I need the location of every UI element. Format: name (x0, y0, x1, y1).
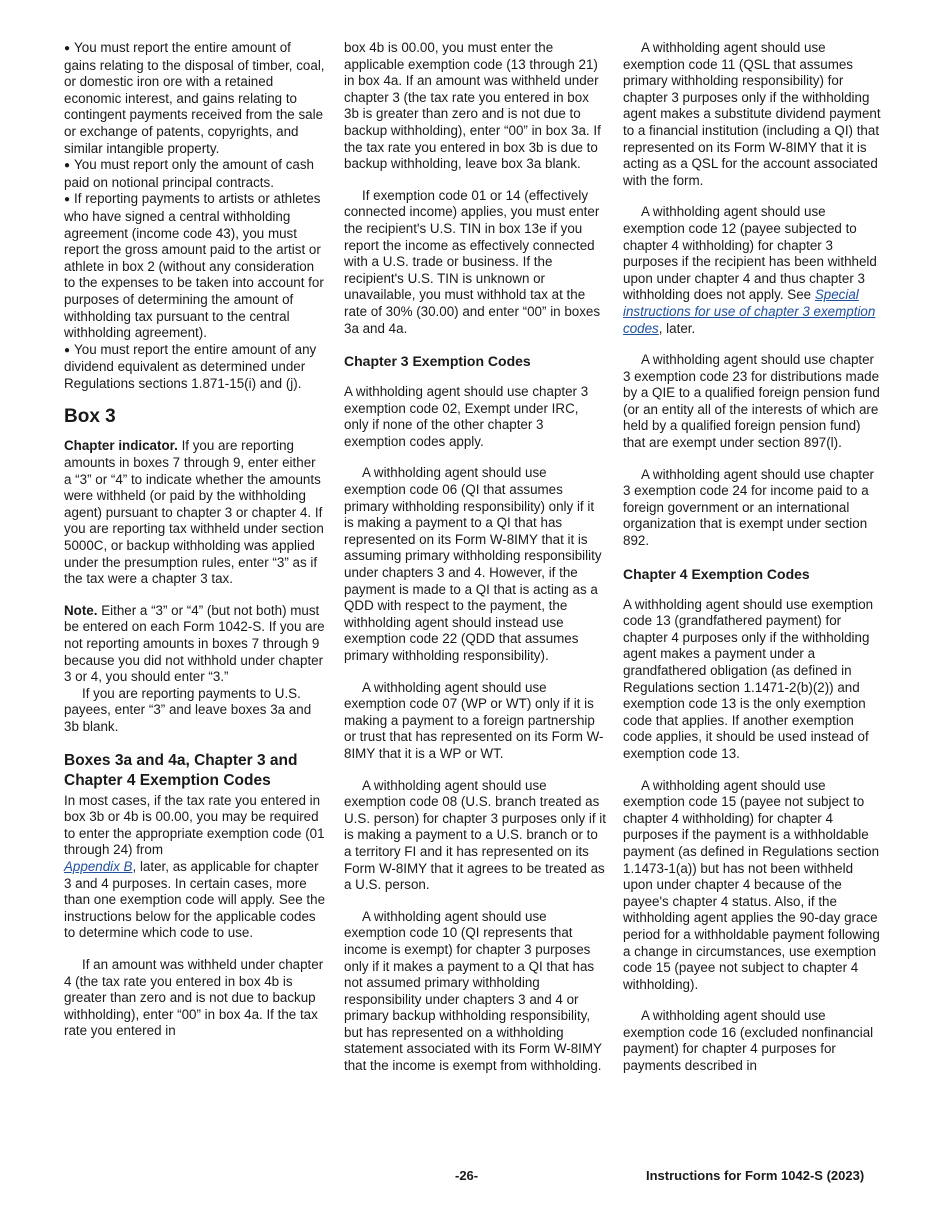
chapter-indicator-paragraph (64, 438, 326, 587)
bullet-icon: ● (64, 344, 71, 356)
bullet-text: You must report only the amount of cash paid on notional principal contracts. (64, 157, 314, 190)
bullet-icon: ● (64, 43, 71, 54)
us-payees-paragraph: If you are reporting payments to U.S. payees, enter “3” and leave boxes 3a and 3b blank. (64, 685, 312, 734)
chapter-indicator-label: Chapter indicator. (64, 438, 178, 454)
column-right (623, 40, 885, 1090)
code-12-text: A withholding agent should use exemption code 12 (payee subjected to chapter 4 withholding) for chapter 3 purposes if the recipient has been withheld upon under chapter 4 and thus chapter 3 withholding does not apply. See (623, 204, 877, 303)
page-number: -26- (455, 1168, 479, 1183)
bullet-text: You must report the entire amount of any dividend equivalent as determined under Regulations sections 1.871-15(i) and (j). (64, 341, 317, 391)
note-text: Either a “3” or “4” (but not both) must be entered on each Form 1042-S. If you are not reporting amounts in boxes 7 through 9 because you did not withhold under chapter 3 or 4, you should enter “3.” (64, 602, 325, 685)
code-15-paragraph: A withholding agent should use exemption code 15 (payee not subject to chapter 4 withholding) for chapter 4 purposes if the payment is a withholdable payment (as defined in Regulations section 1.1473-1(a)) but has not been withheld upon under chapter 4 because of the payee's chapter 4 status. Also, if the withholding agent applies the 90-day grace period for a withholdable payment following a change in circumstances, use exemption code 15 (payee not subject to chapter 4 withholding). (623, 777, 880, 992)
code-23-paragraph: A withholding agent should use chapter 3 exemption code 23 for distributions made by a QIE to a qualified foreign pension fund (or an entity all of the interests of which are held by a qualified foreign pension fund) that are exempt under section 897(l). (623, 352, 880, 451)
chapter4-exemption-codes-heading: Chapter 4 Exemption Codes (623, 565, 810, 582)
code-06-paragraph: A withholding agent should use exemption code 06 (QI that assumes primary withholding responsibility) only if it is making a payment to a QI that has represented on its Form W-8IMY that it is assuming primary withholding responsibility under chapters 3 and 4. However, if the payment is made to a QI that is acting as a QDD with respect to the payment, the withholding agent should instead use exemption code 22 (QDD that assumes primary withholding responsibility). (344, 465, 602, 663)
column-middle (344, 40, 606, 1090)
bullet-item (64, 40, 326, 157)
code-24-paragraph: A withholding agent should use chapter 3 exemption code 24 for income paid to a foreign government or an international organization that is exempt under section 892. (623, 466, 875, 549)
code-07-paragraph: A withholding agent should use exemption code 07 (WP or WT) only if it is making a payment to a foreign partnership or trust that has represented on its Form W-8IMY that it is a WP or WT. (344, 679, 604, 761)
special-instructions-link[interactable]: Special instructions for use of chapter 3 exemption codes (623, 287, 876, 336)
bullet-text: If reporting payments to artists or athletes who have signed a central withholding agreement (income code 43), you must report the gross amount paid to the artist or athlete in box 2 (without any consideration to the expenses to be taken into account for purposes of determining the amount of withholding tax pursuant to the central withholding agreement). (64, 191, 324, 341)
eci-paragraph: If exemption code 01 or 14 (effectively connected income) applies, you must enter the recipient's U.S. TIN in box 13e if you report the income as effectively connected with a U.S. trade or business. If the recipient's U.S. TIN is unknown or unavailable, you must withhold tax at the rate of 30% (30.00) and enter “00” in boxes 3a and 4a. (344, 187, 601, 336)
bullet-text: You must report the entire amount of gains relating to the disposal of timber, coal, or domestic iron ore with a retained economic interest, and gains relating to contingent payments received from the sale or exchange of patents, copyrights, and similar intangible property. (64, 40, 325, 156)
box3-heading: Box 3 (64, 406, 116, 428)
code-08-paragraph: A withholding agent should use exemption code 08 (U.S. branch treated as U.S. person) for chapter 3 purposes only if it is making a payment to a U.S. branch or to a territory FI and it has represented on its Form W-8IMY that it agrees to be treated as a U.S. person. (344, 777, 606, 893)
appendix-b-link[interactable]: Appendix B (64, 858, 133, 874)
form-title: Instructions for Form 1042-S (2023) (646, 1168, 865, 1183)
bullet-icon: ● (64, 160, 71, 172)
note-paragraph (64, 603, 326, 686)
bullet-icon: ● (64, 194, 71, 206)
code-11-paragraph: A withholding agent should use exemption code 11 (QSL that assumes primary withholding responsibility) for chapter 3 purposes only if the withholding agent makes a substitute dividend payment to a financial institution (including a QI) that represented on its Form W-8IMY that it is acting as a QSL for the account associated with the form. (623, 40, 881, 188)
most-cases-text: In most cases, if the tax rate you entered in box 3b or 4b is 00.00, you may be required to enter the appropriate exemption code (01 through 24) from (64, 792, 325, 858)
code-02-paragraph: A withholding agent should use chapter 3 exemption code 02, Exempt under IRC, only if none of the other chapter 3 exemption codes apply. (344, 384, 589, 449)
bullet-item (64, 191, 326, 341)
most-cases-text-end: , later, as applicable for chapter 3 and 4 purposes. In certain cases, more than one exemption code will apply. See the instructions below for the applicable codes to determine which code to use. (64, 858, 326, 941)
code-12-paragraph (623, 204, 885, 337)
bullet-item (64, 342, 326, 393)
code-16-paragraph: A withholding agent should use exemption code 16 (excluded nonfinancial payment) for chapter 4 purposes for payments described in (623, 1008, 874, 1074)
code-10-paragraph: A withholding agent should use exemption code 10 (QI represents that income is exempt) for chapter 3 purposes only if it makes a payment to a QI that has not assumed primary withholding responsibility under chapters 3 and 4 or primary backup withholding responsibility, but has represented on a withholding statement associated with its Form W-8IMY that the income is exempt from withholding. (344, 908, 602, 1074)
column-left (64, 40, 326, 1055)
withheld-chapter4-paragraph: If an amount was withheld under chapter 4 (the tax rate you entered in box 4b is greater than zero and is not due to backup withholding), enter “00” in box 4a. If the tax rate you entered in (64, 956, 324, 1039)
continuation-paragraph: box 4b is 00.00, you must enter the applicable exemption code (13 through 21) in box 4a. If an amount was withheld under chapter 3 (the tax rate you entered in box 3b is greater than zero and is not due to backup withholding), enter “00” in box 3a. If the tax rate you entered in box 3b is due to backup withholding, leave box 3a blank. (344, 40, 601, 172)
chapter3-exemption-codes-heading: Chapter 3 Exemption Codes (344, 353, 531, 370)
boxes-3a-4a-heading: Boxes 3a and 4a, Chapter 3 and Chapter 4 Exemption Codes (64, 751, 298, 789)
code-12-text-end: , later. (658, 320, 696, 336)
chapter-indicator-text: If you are reporting amounts in boxes 7 through 9, enter either a “3” or “4” to indicate whether the amounts were withheld (or paid by the withholding agent) pursuant to chapter 3 or chapter 4. If you are reporting tax withheld under section 5000C, or backup withholding was applied under the presumption rules, enter “3” as if the tax were a chapter 3 tax. (64, 438, 324, 587)
code-13-paragraph: A withholding agent should use exemption code 13 (grandfathered payment) for chapter 4 purposes only if the withholding agent makes a payment under a grandfathered obligation (as defined in Regulations section 1.1471-2(b)(2)) and exemption code 13 is the only exemption code that applies. If another exemption code applies, it should be used instead of exemption code 13. (623, 596, 874, 761)
note-label: Note. (64, 602, 98, 618)
most-cases-paragraph (64, 793, 326, 942)
bullet-item (64, 157, 326, 191)
